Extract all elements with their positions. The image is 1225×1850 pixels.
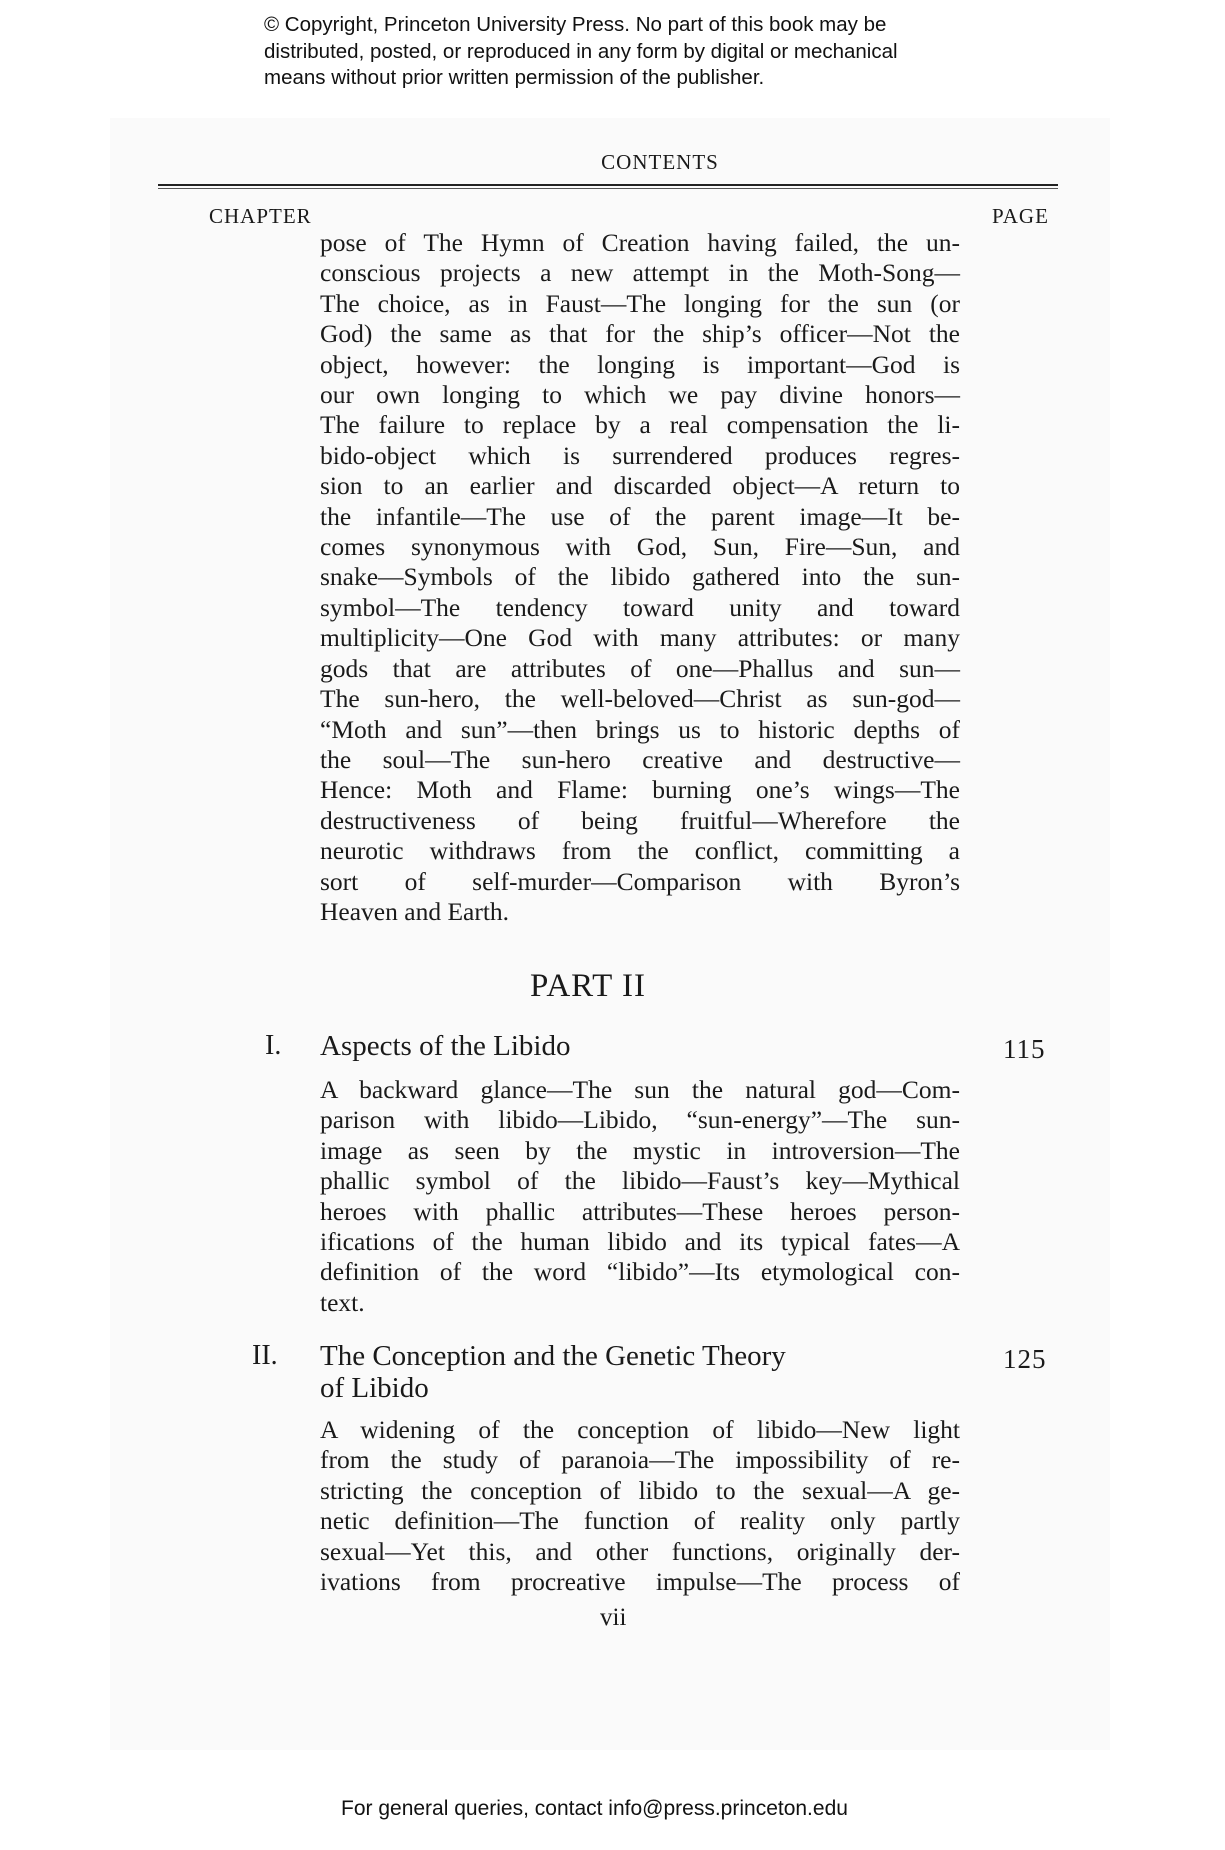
summary-line: ivations from procreative impulse—The process of xyxy=(320,1567,960,1597)
copyright-line: © Copyright, Princeton University Press. No part of this book may be xyxy=(264,13,887,36)
chapter-summary xyxy=(320,1075,960,1318)
copyright-line: distributed, posted, or reproduced in any form by digital or mechanical xyxy=(264,39,898,63)
summary-line: Heaven and Earth. xyxy=(320,896,510,926)
summary-line: definition of the word “libido”—Its etymological con- xyxy=(320,1257,960,1287)
header-rule xyxy=(158,184,1058,186)
chapter-number: I. xyxy=(265,1030,282,1061)
summary-line: sexual—Yet this, and other functions, originally der- xyxy=(320,1536,960,1566)
page-column-label: PAGE xyxy=(992,204,1049,228)
chapter-page-number: 125 xyxy=(1003,1344,1047,1374)
summary-line: netic definition—The function of reality only partly xyxy=(320,1506,960,1536)
summary-line: pose of The Hymn of Creation having failed, the un- xyxy=(320,228,960,257)
summary-line: The choice, as in Faust—The longing for the sun (or xyxy=(320,288,960,318)
summary-line: symbol—The tendency toward unity and toward xyxy=(320,592,960,622)
summary-line: ifications of the human libido and its typical fates—A xyxy=(320,1227,960,1257)
summary-line: the infantile—The use of the parent image—It be- xyxy=(320,501,960,531)
chapter-title xyxy=(320,1340,786,1404)
copyright-notice xyxy=(264,12,1024,92)
summary-line: heroes with phallic attributes—These heroes person- xyxy=(320,1196,960,1226)
chapter-column-label: CHAPTER xyxy=(209,204,312,228)
summary-line: image as seen by the mystic in introversion—The xyxy=(320,1135,960,1165)
summary-line: our own longing to which we pay divine honors— xyxy=(320,380,960,410)
summary-line: destructiveness of being fruitful—Wherefore the xyxy=(320,805,960,835)
chapter-page-number: 115 xyxy=(1003,1034,1046,1064)
continued-summary xyxy=(320,228,960,927)
summary-line: “Moth and sun”—then brings us to historic depths of xyxy=(320,714,960,744)
summary-line: Hence: Moth and Flame: burning one’s wings—The xyxy=(320,775,960,805)
chapter-number: II. xyxy=(252,1340,278,1371)
summary-line: comes synonymous with God, Sun, Fire—Sun, and xyxy=(320,532,960,562)
running-head: CONTENTS xyxy=(601,150,719,174)
summary-line: parison with libido—Libido, “sun-energy”—The sun- xyxy=(320,1105,960,1135)
summary-line: A backward glance—The sun the natural god—Com- xyxy=(320,1075,960,1104)
summary-line: sion to an earlier and discarded object—A return to xyxy=(320,471,960,501)
summary-line: The sun-hero, the well-beloved—Christ as sun-god— xyxy=(320,684,960,714)
summary-line: snake—Symbols of the libido gathered into the sun- xyxy=(320,562,960,592)
summary-line: object, however: the longing is important—God is xyxy=(320,349,960,379)
footer-contact: For general queries, contact info@press.princeton.edu xyxy=(341,1797,848,1820)
summary-line: multiplicity—One God with many attributes: or many xyxy=(320,623,960,653)
summary-line: God) the same as that for the ship’s officer—Not the xyxy=(320,319,960,349)
summary-line: gods that are attributes of one—Phallus and sun— xyxy=(320,653,960,683)
summary-line: bido-object which is surrendered produces regres- xyxy=(320,440,960,470)
chapter-summary xyxy=(320,1415,960,1597)
summary-line: phallic symbol of the libido—Faust’s key—Mythical xyxy=(320,1166,960,1196)
chapter-title-line: The Conception and the Genetic Theory xyxy=(320,1340,786,1372)
summary-line: The failure to replace by a real compensation the li- xyxy=(320,410,960,440)
summary-line: text. xyxy=(320,1287,365,1317)
chapter-title-line: of Libido xyxy=(320,1372,429,1404)
summary-line: A widening of the conception of libido—New light xyxy=(320,1415,960,1444)
summary-line: the soul—The sun-hero creative and destructive— xyxy=(320,744,960,774)
page-folio: vii xyxy=(600,1604,627,1631)
summary-line: neurotic withdraws from the conflict, committing a xyxy=(320,836,960,866)
summary-line: sort of self-murder—Comparison with Byron’s xyxy=(320,866,960,896)
copyright-line: means without prior written permission of the publisher. xyxy=(264,66,765,89)
part-heading: PART II xyxy=(530,968,646,1004)
summary-line: conscious projects a new attempt in the Moth-Song— xyxy=(320,258,960,288)
header-rule-thin xyxy=(158,188,1058,189)
summary-line: stricting the conception of libido to the sexual—A ge- xyxy=(320,1475,960,1505)
summary-line: from the study of paranoia—The impossibility of re- xyxy=(320,1445,960,1475)
chapter-title: Aspects of the Libido xyxy=(320,1030,571,1062)
